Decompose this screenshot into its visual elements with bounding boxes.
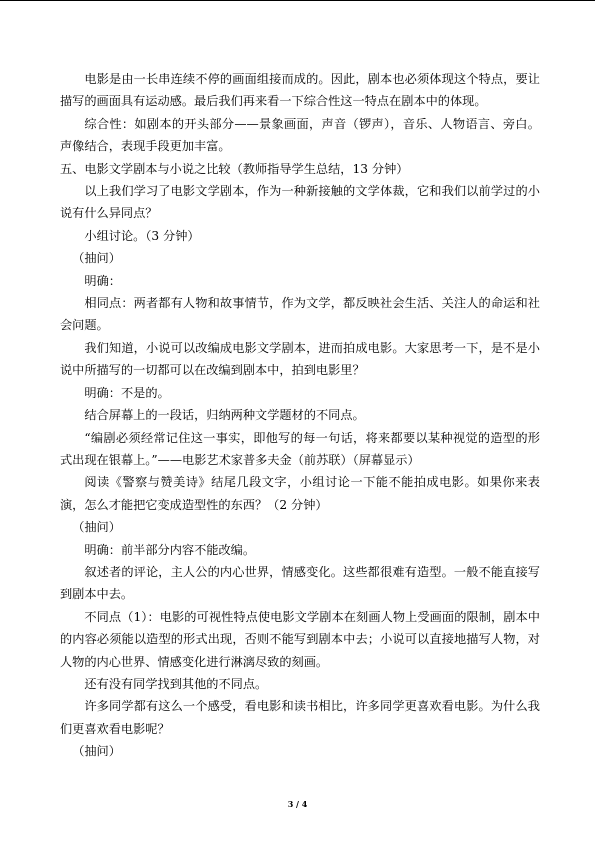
paragraph: 我们知道，小说可以改编成电影文学剧本，进而拍成电影。大家思考一下，是不是小说中所描写的一切都可以在改编到剧本中，拍到电影里？ — [60, 340, 540, 378]
paragraph: （抽问） — [72, 251, 121, 266]
paragraph: 综合性：如剧本的开头部分——景象画面，声音（锣声），音乐、人物语言、旁白。声像结合，表现手段更加丰富。 — [60, 116, 540, 154]
top-border-line — [0, 0, 595, 1]
paragraph: 叙述者的评论，主人公的内心世界，情感变化。这些都很难有造型。一般不能直接写到剧本中去。 — [60, 564, 540, 602]
paragraph: 明确：前半部分内容不能改编。 — [84, 542, 256, 557]
paragraph: 以上我们学习了电影文学剧本，作为一种新接触的文学体裁，它和我们以前学过的小说有什么异同点？ — [60, 184, 540, 221]
paragraph: （抽问） — [72, 744, 121, 759]
document-body — [60, 68, 540, 763]
paragraph: （抽问） — [72, 520, 121, 535]
paragraph: 阅读《警察与赞美诗》结尾几段文字，小组讨论一下能不能拍成电影。如果你来表演，怎么才能把它变成造型性的东西？（2 分钟） — [60, 475, 540, 512]
paragraph: 许多同学都有这么一个感受，看电影和读书相比，许多同学更喜欢看电影。为什么我们更喜欢看电影呢？ — [60, 699, 540, 736]
paragraph: 还有没有同学找到其他的不同点。 — [84, 676, 268, 691]
paragraph: 明确： — [84, 273, 121, 288]
paragraph: 不同点（1）：电影的可视性特点使电影文学剧本在刻画人物上受画面的限制，剧本中的内容必须能以造型的形式出现，否则不能写到剧本中去；小说可以直接地描写人物，对人物的内心世界、情感变化进行淋漓尽致的刻画。 — [60, 609, 540, 669]
section-heading: 五、电影文学剧本与小说之比较（教师指导学生总结，13 分钟） — [60, 161, 409, 176]
paragraph: 结合屏幕上的一段话，归纳两种文学题材的不同点。 — [84, 408, 365, 423]
paragraph: 相同点：两者都有人物和故事情节，作为文学，都反映社会生活、关注人的命运和社会问题。 — [60, 296, 540, 333]
paragraph: 电影是由一长串连续不停的画面组接而成的。因此，剧本也必须体现这个特点，要让描写的画面具有运动感。最后我们再来看一下综合性这一特点在剧本中的体现。 — [60, 72, 540, 109]
quote-paragraph: “编剧必须经常记住这一事实，即他写的每一句话，将来都要以某种视觉的造型的形式出现在银幕上。”——电影艺术家普多夫金（前苏联）（屏幕显示） — [60, 430, 540, 467]
paragraph: 明确：不是的。 — [84, 385, 170, 400]
page-number: 3 / 4 — [287, 799, 308, 809]
paragraph: 小组讨论。（3 分钟） — [84, 228, 200, 243]
